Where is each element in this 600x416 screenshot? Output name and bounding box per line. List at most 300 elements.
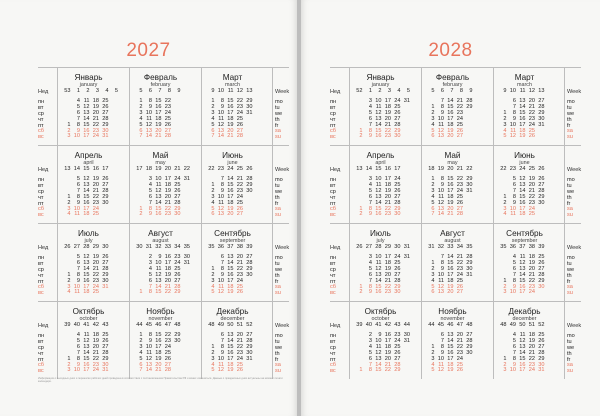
day-cell: 14 bbox=[519, 271, 526, 278]
day-cell: 5 bbox=[76, 176, 80, 182]
year-title: 2027 bbox=[126, 40, 171, 61]
day-cell: 15 bbox=[155, 98, 162, 104]
weekday-label: чт bbox=[330, 194, 336, 201]
weekday-label: пт bbox=[38, 200, 44, 207]
day-cell: 18 bbox=[528, 254, 535, 260]
weekday-label-en: mo bbox=[567, 177, 575, 183]
week-number: 47 bbox=[164, 322, 171, 329]
day-cell: 5 bbox=[139, 355, 143, 362]
weekday-label-en: su bbox=[567, 368, 573, 375]
weekday-label: сб bbox=[330, 206, 337, 213]
month-name: Апрель bbox=[74, 151, 103, 160]
day-cell: 4 bbox=[76, 98, 80, 104]
day-cell: 18 bbox=[227, 361, 234, 368]
day-cell: 10 bbox=[437, 115, 444, 122]
week-number: 52 bbox=[538, 322, 545, 329]
day-cell: 21 bbox=[528, 271, 535, 278]
day-cell: 11 bbox=[438, 193, 444, 200]
day-cell: 16 bbox=[519, 283, 526, 290]
day-cell: 12 bbox=[83, 103, 90, 110]
day-cell: 10 bbox=[217, 355, 224, 362]
day-cell: 18 bbox=[227, 283, 234, 290]
day-cell: 1 bbox=[139, 289, 143, 296]
week-number: 20 bbox=[164, 166, 171, 173]
day-cell: 21 bbox=[528, 187, 535, 194]
day-cell: 19 bbox=[92, 176, 99, 182]
day-cell: 1 bbox=[67, 193, 71, 200]
day-cell: 14 bbox=[519, 187, 526, 194]
day-cell: 2 bbox=[503, 115, 507, 122]
day-cell: 27 bbox=[236, 211, 243, 218]
day-cell: 22 bbox=[92, 193, 99, 200]
day-cell: 11 bbox=[218, 283, 224, 290]
day-cell: 15 bbox=[83, 355, 90, 362]
week-number: 44 bbox=[403, 322, 410, 329]
day-cell: 6 bbox=[139, 127, 143, 134]
day-cell: 26 bbox=[394, 109, 401, 116]
day-cell: 16 bbox=[155, 103, 162, 110]
day-cell: 20 bbox=[447, 289, 454, 296]
day-cell: 24 bbox=[394, 98, 401, 104]
day-cell bbox=[535, 290, 545, 296]
day-cell: 17 bbox=[164, 259, 171, 266]
day-cell: 26 bbox=[174, 187, 181, 194]
week-number-row bbox=[425, 323, 482, 333]
day-cell: 26 bbox=[236, 367, 243, 374]
day-cell: 1 bbox=[139, 332, 143, 338]
week-number: 15 bbox=[375, 166, 382, 173]
month-block bbox=[129, 224, 191, 301]
day-cell: 24 bbox=[456, 355, 463, 362]
week-number-row bbox=[205, 245, 262, 255]
weekday-list-en bbox=[275, 256, 283, 297]
week-number: 22 bbox=[466, 166, 473, 173]
week-number: 39 bbox=[356, 322, 363, 329]
week-number: 26 bbox=[538, 166, 545, 173]
day-cell: 30 bbox=[466, 181, 473, 188]
day-cell: 22 bbox=[164, 205, 171, 212]
day-cell: 29 bbox=[174, 289, 181, 296]
day-cell: 31 bbox=[403, 337, 410, 344]
day-cell: 14 bbox=[155, 283, 162, 290]
weekday-label: пт bbox=[330, 278, 336, 285]
day-cell: 30 bbox=[538, 361, 545, 368]
day-cell: 3 bbox=[148, 259, 152, 266]
day-cell: 17 bbox=[83, 133, 90, 140]
day-row bbox=[425, 134, 482, 140]
day-cell: 14 bbox=[375, 199, 382, 206]
day-cell: 23 bbox=[456, 109, 463, 116]
day-cell: 24 bbox=[92, 133, 99, 140]
month-name-en: march bbox=[225, 82, 240, 88]
day-cell: 12 bbox=[217, 121, 224, 128]
day-cell: 13 bbox=[227, 332, 234, 338]
day-cell: 23 bbox=[528, 199, 535, 206]
week-number: 46 bbox=[155, 322, 162, 329]
day-cell: 23 bbox=[236, 103, 243, 110]
weekday-labels-en bbox=[564, 302, 581, 379]
weekday-label-en: th bbox=[275, 116, 280, 123]
day-cell: 28 bbox=[394, 277, 401, 284]
day-cell: 18 bbox=[519, 127, 526, 134]
month-name: Май bbox=[444, 151, 461, 160]
week-number: 7 bbox=[158, 88, 162, 95]
day-cell: 28 bbox=[466, 254, 473, 260]
day-cell: 1 bbox=[359, 205, 363, 212]
day-cell: 17 bbox=[227, 193, 234, 200]
weekday-label-en: tu bbox=[567, 338, 572, 345]
day-row bbox=[133, 368, 190, 374]
weekday-list-en bbox=[567, 334, 575, 375]
day-cell: 26 bbox=[394, 349, 401, 356]
day-cell: 30 bbox=[394, 211, 401, 218]
day-cell: 12 bbox=[519, 337, 526, 344]
day-cell bbox=[243, 368, 253, 374]
weekday-label: пн bbox=[330, 255, 337, 261]
day-cell: 27 bbox=[394, 115, 401, 122]
day-cell: 5 bbox=[211, 205, 215, 212]
day-cell: 3 bbox=[139, 109, 143, 116]
day-cell: 1 bbox=[211, 181, 215, 188]
quarter-row bbox=[330, 301, 581, 379]
day-cell: 4 bbox=[67, 211, 71, 218]
day-cell: 16 bbox=[227, 271, 234, 278]
day-cell bbox=[463, 134, 473, 140]
day-cell: 28 bbox=[246, 259, 253, 266]
day-cell: 8 bbox=[440, 343, 444, 350]
day-cell: 19 bbox=[155, 355, 162, 362]
week-number bbox=[473, 89, 483, 99]
day-cell: 25 bbox=[236, 283, 243, 290]
week-number-row bbox=[497, 89, 554, 99]
day-cell: 22 bbox=[456, 103, 463, 110]
day-cell: 17 bbox=[519, 367, 526, 374]
day-cell: 21 bbox=[456, 337, 463, 344]
day-cell bbox=[181, 212, 191, 218]
week-number: 10 bbox=[217, 88, 224, 95]
week-number: 3 bbox=[95, 88, 99, 95]
weekday-label: сб bbox=[330, 128, 337, 135]
month-name: Апрель bbox=[366, 151, 395, 160]
day-cell: 2 bbox=[139, 211, 143, 218]
day-cell bbox=[243, 290, 253, 296]
day-cell: 14 bbox=[145, 133, 152, 140]
day-cell: 9 bbox=[158, 254, 162, 260]
day-cell: 27 bbox=[456, 205, 463, 212]
day-cell: 10 bbox=[155, 259, 162, 266]
day-cell: 28 bbox=[538, 271, 545, 278]
day-cell: 19 bbox=[164, 271, 171, 278]
day-cell: 5 bbox=[211, 367, 215, 374]
month-block bbox=[493, 68, 555, 145]
day-cell: 5 bbox=[211, 289, 215, 296]
day-cell: 20 bbox=[227, 211, 234, 218]
weekday-labels-en bbox=[272, 302, 289, 379]
day-cell: 12 bbox=[155, 271, 162, 278]
week-number: 28 bbox=[83, 244, 90, 251]
weekday-label: пн bbox=[38, 333, 45, 339]
day-cell: 27 bbox=[174, 277, 181, 284]
day-cell: 28 bbox=[174, 283, 181, 290]
day-cell: 1 bbox=[503, 109, 507, 116]
week-label: Week bbox=[275, 245, 290, 251]
week-number: 8 bbox=[459, 88, 463, 95]
weekday-list-en bbox=[275, 178, 283, 219]
week-number: 9 bbox=[177, 88, 181, 95]
day-cell: 6 bbox=[368, 115, 372, 122]
day-cell: 2 bbox=[67, 277, 71, 284]
month-name: Октябрь bbox=[72, 307, 105, 316]
day-cell: 19 bbox=[92, 103, 99, 110]
day-cell: 17 bbox=[519, 121, 526, 128]
day-cell: 12 bbox=[519, 176, 526, 182]
day-cell: 4 bbox=[431, 277, 435, 284]
day-cell: 17 bbox=[164, 176, 171, 182]
day-cell: 6 bbox=[512, 98, 516, 104]
weekday-label-en: fr bbox=[567, 200, 571, 207]
day-cell: 23 bbox=[394, 332, 401, 338]
weekday-label: чт bbox=[38, 116, 44, 123]
day-cell: 9 bbox=[148, 211, 152, 218]
day-row bbox=[133, 134, 190, 140]
week-number: 35 bbox=[466, 244, 473, 251]
footnote: Информация о выходных днях и переносах рабочих дней приведена в соответствии с постановлением Правительства РФ и может изменяться. Данные о праздничных днях актуальны на момент печати календаря. bbox=[38, 377, 283, 384]
day-cell: 7 bbox=[440, 337, 444, 344]
weekday-label: ср bbox=[38, 188, 44, 195]
weekday-labels-ru bbox=[330, 68, 349, 145]
day-cell: 23 bbox=[164, 211, 171, 218]
day-cell: 30 bbox=[538, 199, 545, 206]
day-cell: 15 bbox=[375, 283, 382, 290]
day-cell: 6 bbox=[220, 254, 224, 260]
week-number-row bbox=[61, 89, 118, 99]
day-cell: 20 bbox=[155, 127, 162, 134]
month-days-table bbox=[205, 323, 262, 374]
week-number: 13 bbox=[356, 166, 363, 173]
day-cell: 20 bbox=[528, 265, 535, 272]
week-number: 26 bbox=[64, 244, 71, 251]
weekday-list-en bbox=[275, 334, 283, 375]
day-cell: 28 bbox=[394, 199, 401, 206]
day-cell: 13 bbox=[155, 277, 162, 284]
day-cell bbox=[463, 212, 473, 218]
weekday-label: пн bbox=[38, 177, 45, 183]
month-name-en: june bbox=[519, 160, 530, 166]
day-cell: 23 bbox=[528, 361, 535, 368]
week-number: 24 bbox=[519, 166, 526, 173]
month-name: Январь bbox=[366, 73, 395, 82]
day-cell: 21 bbox=[384, 361, 391, 368]
day-cell: 20 bbox=[384, 115, 391, 122]
day-cell: 31 bbox=[102, 367, 109, 374]
day-cell: 22 bbox=[528, 355, 535, 362]
day-cell: 27 bbox=[102, 259, 109, 266]
day-cell: 6 bbox=[368, 271, 372, 278]
month-block bbox=[421, 146, 483, 223]
day-cell bbox=[99, 290, 109, 296]
week-number: 51 bbox=[236, 322, 243, 329]
weekday-label-en: fr bbox=[567, 122, 571, 129]
day-cell: 3 bbox=[368, 98, 372, 104]
day-cell: 5 bbox=[368, 187, 372, 194]
day-cell: 26 bbox=[236, 289, 243, 296]
day-cell: 22 bbox=[164, 289, 171, 296]
weekday-labels-ru bbox=[38, 68, 57, 145]
weekday-label: пн bbox=[330, 177, 337, 183]
week-number: 27 bbox=[365, 244, 372, 251]
day-cell bbox=[181, 290, 191, 296]
day-cell: 26 bbox=[164, 121, 171, 128]
day-cell: 2 bbox=[503, 283, 507, 290]
day-cell: 25 bbox=[164, 349, 171, 356]
day-cell: 5 bbox=[512, 259, 516, 266]
day-cell: 11 bbox=[218, 115, 224, 122]
day-cell: 7 bbox=[76, 349, 80, 356]
day-cell: 20 bbox=[384, 271, 391, 278]
day-cell: 23 bbox=[92, 361, 99, 368]
day-cell: 24 bbox=[456, 187, 463, 194]
day-cell bbox=[463, 290, 473, 296]
day-cell: 15 bbox=[155, 205, 162, 212]
month-name-en: october bbox=[371, 316, 390, 322]
day-cell: 25 bbox=[538, 332, 545, 338]
day-cell: 23 bbox=[92, 199, 99, 206]
day-cell: 4 bbox=[211, 115, 215, 122]
weekday-list bbox=[330, 100, 336, 141]
day-cell: 30 bbox=[102, 127, 109, 134]
day-cell: 15 bbox=[447, 176, 454, 182]
month-block bbox=[129, 146, 191, 223]
weekday-label: вс bbox=[330, 368, 336, 375]
day-cell: 21 bbox=[236, 259, 243, 266]
month-block bbox=[493, 146, 555, 223]
weekday-label-en: tu bbox=[275, 104, 280, 111]
day-cell: 10 bbox=[73, 367, 80, 374]
day-cell: 25 bbox=[236, 361, 243, 368]
quarter-row bbox=[38, 223, 289, 301]
week-number: 18 bbox=[428, 166, 435, 173]
month-block bbox=[57, 68, 119, 145]
day-cell: 26 bbox=[456, 199, 463, 206]
day-cell: 24 bbox=[394, 176, 401, 182]
weekday-label-en: th bbox=[567, 116, 572, 123]
day-cell: 9 bbox=[220, 349, 224, 356]
week-number: 48 bbox=[208, 322, 215, 329]
month-block bbox=[493, 302, 555, 379]
weekday-label-en: mo bbox=[567, 333, 575, 339]
day-row bbox=[497, 134, 554, 140]
day-cell: 15 bbox=[519, 277, 526, 284]
day-cell: 28 bbox=[236, 133, 243, 140]
week-number: 45 bbox=[437, 322, 444, 329]
day-cell: 19 bbox=[227, 205, 234, 212]
day-cell: 4 bbox=[211, 283, 215, 290]
day-cell: 17 bbox=[83, 283, 90, 290]
week-number: 1 bbox=[76, 88, 80, 95]
day-cell: 8 bbox=[76, 193, 80, 200]
day-cell: 22 bbox=[384, 283, 391, 290]
day-cell: 19 bbox=[155, 121, 162, 128]
month-days-table bbox=[205, 167, 262, 218]
week-number: 4 bbox=[397, 88, 401, 95]
day-cell: 24 bbox=[164, 343, 171, 350]
month-name-en: march bbox=[517, 82, 532, 88]
week-number: 22 bbox=[208, 166, 215, 173]
day-cell: 15 bbox=[519, 193, 526, 200]
day-cell: 10 bbox=[509, 121, 516, 128]
week-number: 5 bbox=[406, 88, 410, 95]
day-cell: 18 bbox=[447, 121, 454, 128]
week-number-label: Нед bbox=[330, 323, 341, 329]
weekday-label: сб bbox=[38, 128, 45, 135]
month-days-table bbox=[133, 167, 190, 218]
week-number: 30 bbox=[102, 244, 109, 251]
day-cell: 30 bbox=[102, 199, 109, 206]
day-cell: 10 bbox=[145, 343, 152, 350]
day-cell: 15 bbox=[155, 289, 162, 296]
week-number: 6 bbox=[440, 88, 444, 95]
day-cell: 29 bbox=[538, 109, 545, 116]
day-cell: 22 bbox=[92, 355, 99, 362]
day-cell: 2 bbox=[148, 254, 152, 260]
day-cell: 28 bbox=[538, 349, 545, 356]
day-cell: 24 bbox=[236, 109, 243, 116]
week-number: 7 bbox=[450, 88, 454, 95]
week-number: 52 bbox=[246, 322, 253, 329]
day-cell: 29 bbox=[394, 283, 401, 290]
month-name: Ноябрь bbox=[146, 307, 175, 316]
weekday-label-en: we bbox=[567, 188, 575, 195]
day-cell: 12 bbox=[437, 367, 444, 374]
day-cell: 5 bbox=[139, 121, 143, 128]
day-cell: 18 bbox=[384, 181, 391, 188]
day-cell: 7 bbox=[512, 103, 516, 110]
day-cell: 18 bbox=[447, 277, 454, 284]
weekday-label-en: th bbox=[567, 194, 572, 201]
weekday-label: пн bbox=[38, 255, 45, 261]
week-number: 22 bbox=[183, 166, 190, 173]
day-cell: 11 bbox=[519, 332, 526, 338]
weekday-label: вт bbox=[38, 104, 44, 111]
day-cell: 13 bbox=[83, 181, 90, 188]
week-number: 48 bbox=[500, 322, 507, 329]
day-cell: 21 bbox=[456, 98, 463, 104]
day-cell: 18 bbox=[92, 332, 99, 338]
week-number: 11 bbox=[519, 88, 526, 95]
day-cell bbox=[243, 212, 253, 218]
day-cell: 8 bbox=[220, 98, 224, 104]
day-cell: 19 bbox=[227, 289, 234, 296]
week-number: 9 bbox=[503, 88, 507, 95]
day-cell: 31 bbox=[102, 133, 109, 140]
weekday-labels-ru bbox=[38, 146, 57, 223]
day-cell: 24 bbox=[92, 283, 99, 290]
day-cell: 25 bbox=[102, 332, 109, 338]
day-cell: 13 bbox=[217, 211, 224, 218]
day-cell: 28 bbox=[394, 361, 401, 368]
week-number bbox=[109, 167, 119, 177]
day-cell: 4 bbox=[67, 289, 71, 296]
day-cell: 6 bbox=[368, 355, 372, 362]
day-cell: 3 bbox=[503, 121, 507, 128]
weekday-label-en: tu bbox=[275, 260, 280, 267]
day-cell: 22 bbox=[384, 127, 391, 134]
month-block bbox=[349, 68, 411, 145]
day-cell: 22 bbox=[236, 98, 243, 104]
day-cell: 3 bbox=[67, 367, 71, 374]
week-number: 42 bbox=[92, 322, 99, 329]
day-cell: 7 bbox=[220, 259, 224, 266]
